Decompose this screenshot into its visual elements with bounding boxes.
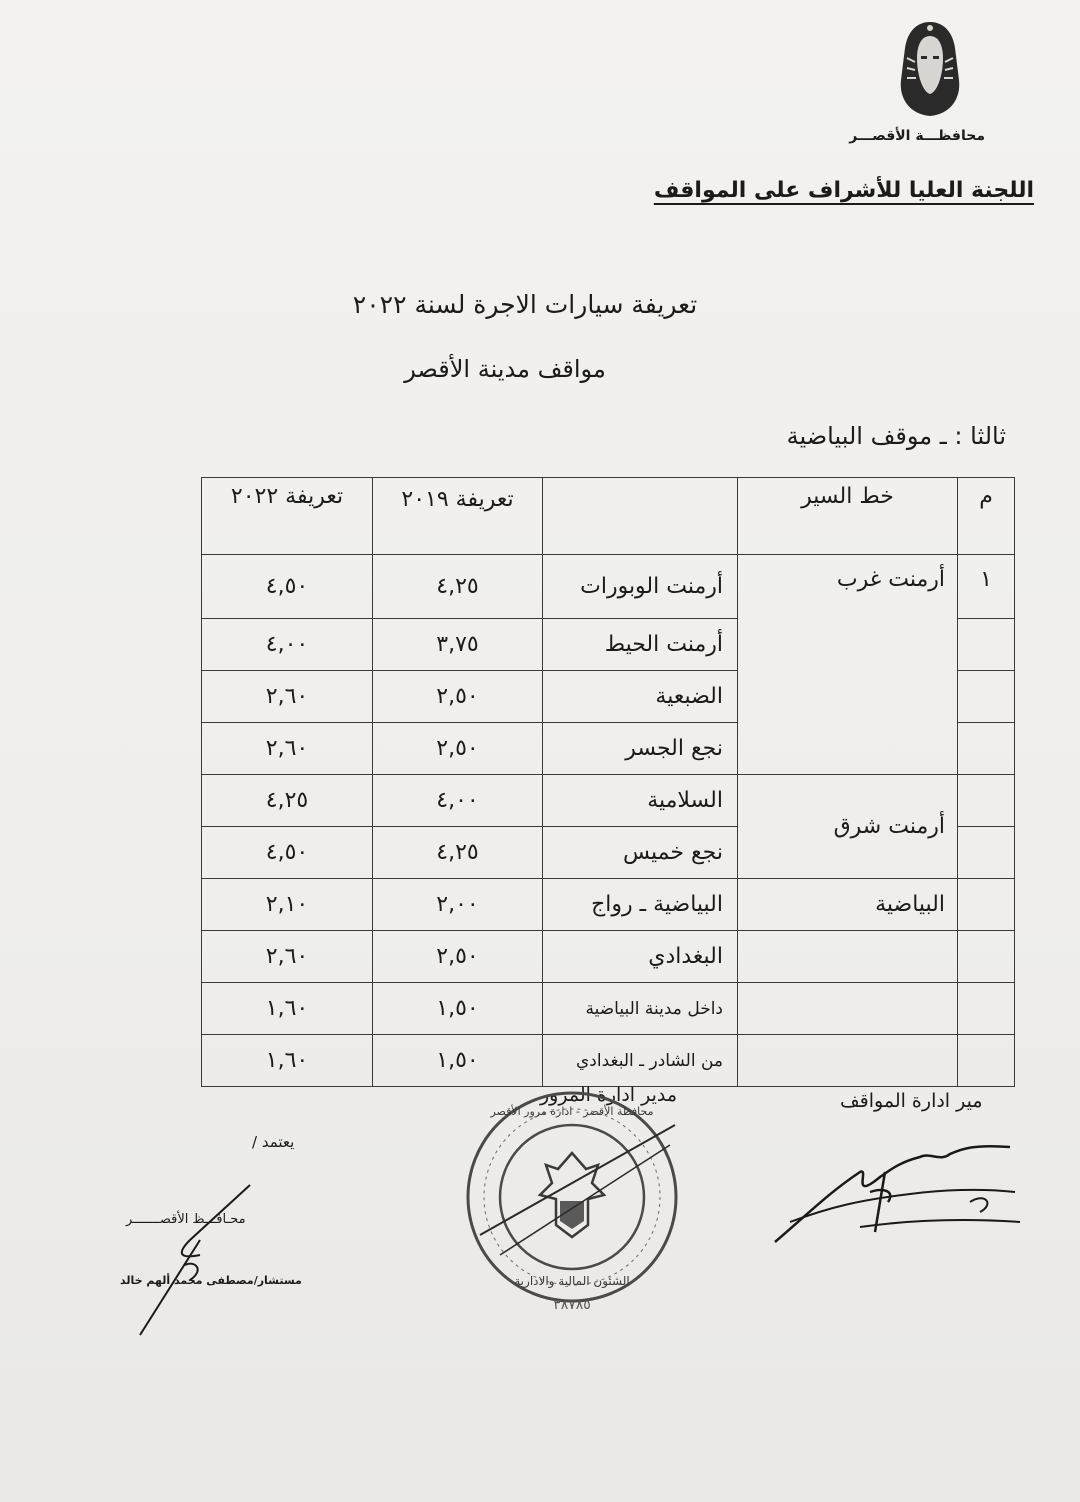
header-tariff-2019: تعريفة ٢٠١٩ xyxy=(373,478,543,555)
destination-cell: السلامية xyxy=(543,775,738,827)
stamp-number: ٣٨٧٨٥ xyxy=(553,1297,591,1310)
row-index xyxy=(958,723,1015,775)
tariff-2022-cell: ٢,٦٠ xyxy=(202,723,373,775)
governor-signature-icon xyxy=(130,1180,270,1340)
row-index xyxy=(958,775,1015,827)
row-index xyxy=(958,983,1015,1035)
tariff-2019-cell: ٢,٠٠ xyxy=(373,879,543,931)
tariff-2022-cell: ٢,٦٠ xyxy=(202,671,373,723)
tariff-2022-cell: ١,٦٠ xyxy=(202,983,373,1035)
table-row xyxy=(202,983,1015,1035)
route-cell xyxy=(738,983,958,1035)
tariff-2019-cell: ٣,٧٥ xyxy=(373,619,543,671)
tariff-2019-cell: ٤,٢٥ xyxy=(373,827,543,879)
stamp-outer-text: محافظة الأقصر - ادارة مرور الأقصر xyxy=(490,1105,654,1118)
table-row xyxy=(202,879,1015,931)
row-index: ١ xyxy=(958,555,1015,619)
stamp-inner-text: الشئون المالية والادارية xyxy=(514,1274,630,1288)
header-destination xyxy=(543,478,738,555)
section-heading: ثالثا : ـ موقف البياضية xyxy=(786,422,1006,450)
route-cell: البياضية xyxy=(738,879,958,931)
tariff-table xyxy=(201,477,1015,1087)
destination-cell: البياضية ـ رواج xyxy=(543,879,738,931)
tariff-2019-cell: ٤,٢٥ xyxy=(373,555,543,619)
tariff-2022-cell: ٢,٦٠ xyxy=(202,931,373,983)
committee-heading: اللجنة العليا للأشراف على المواقف xyxy=(653,178,1034,203)
destination-cell: أرمنت الحيط xyxy=(543,619,738,671)
tariff-2022-cell: ٢,١٠ xyxy=(202,879,373,931)
tariff-2022-cell: ١,٦٠ xyxy=(202,1035,373,1087)
row-index xyxy=(958,827,1015,879)
destination-cell: أرمنت الوبورات xyxy=(543,555,738,619)
tariff-2022-cell: ٤,٠٠ xyxy=(202,619,373,671)
tariff-2022-cell: ٤,٥٠ xyxy=(202,827,373,879)
table-row xyxy=(202,775,1015,827)
destination-cell: داخل مدينة البياضية xyxy=(543,983,738,1035)
row-index xyxy=(958,1035,1015,1087)
governor-label: محـافـــظ الأقصـــــــر xyxy=(126,1212,246,1227)
destination-cell: الضبعية xyxy=(543,671,738,723)
header-tariff-2022: تعريفة ٢٠٢٢ xyxy=(202,478,373,555)
route-cell xyxy=(738,1035,958,1087)
pharaoh-mask-logo-icon xyxy=(895,18,965,120)
header-route: خط السير xyxy=(738,478,958,555)
table-header-row xyxy=(202,478,1015,555)
route-cell: أرمنت شرق xyxy=(738,775,958,879)
row-index xyxy=(958,931,1015,983)
header-index: م xyxy=(958,478,1015,555)
table-row xyxy=(202,555,1015,619)
route-cell xyxy=(738,931,958,983)
tariff-2019-cell: ٤,٠٠ xyxy=(373,775,543,827)
document-subtitle: مواقف مدينة الأقصر xyxy=(404,355,606,383)
table-row xyxy=(202,1035,1015,1087)
advisor-label: مستشار/مصطفى محمد ألهم خالد xyxy=(120,1274,302,1287)
tariff-2019-cell: ١,٥٠ xyxy=(373,983,543,1035)
tariff-2019-cell: ٢,٥٠ xyxy=(373,671,543,723)
tariff-2019-cell: ٢,٥٠ xyxy=(373,723,543,775)
row-index xyxy=(958,879,1015,931)
approval-label: يعتمد / xyxy=(252,1133,295,1151)
destination-cell: البغدادي xyxy=(543,931,738,983)
row-index xyxy=(958,671,1015,723)
tariff-2022-cell: ٤,٥٠ xyxy=(202,555,373,619)
table-row xyxy=(202,931,1015,983)
governorate-label: محافظـــة الأقصـــر xyxy=(849,128,985,144)
destination-cell: نجع الجسر xyxy=(543,723,738,775)
tariff-2022-cell: ٤,٢٥ xyxy=(202,775,373,827)
traffic-manager-label: مدير ادارة المرور xyxy=(540,1084,678,1106)
signature-scribble-icon xyxy=(770,1132,1030,1252)
destination-cell: نجع خميس xyxy=(543,827,738,879)
destination-cell: من الشادر ـ البغدادي xyxy=(543,1035,738,1087)
tariff-2019-cell: ١,٥٠ xyxy=(373,1035,543,1087)
tariff-2019-cell: ٢,٥٠ xyxy=(373,931,543,983)
parking-manager-label: مير ادارة المواقف xyxy=(840,1090,983,1112)
official-stamp-icon xyxy=(460,1085,685,1310)
row-index xyxy=(958,619,1015,671)
route-cell: أرمنت غرب xyxy=(738,555,958,775)
document-title: تعريفة سيارات الاجرة لسنة ٢٠٢٢ xyxy=(352,290,698,319)
